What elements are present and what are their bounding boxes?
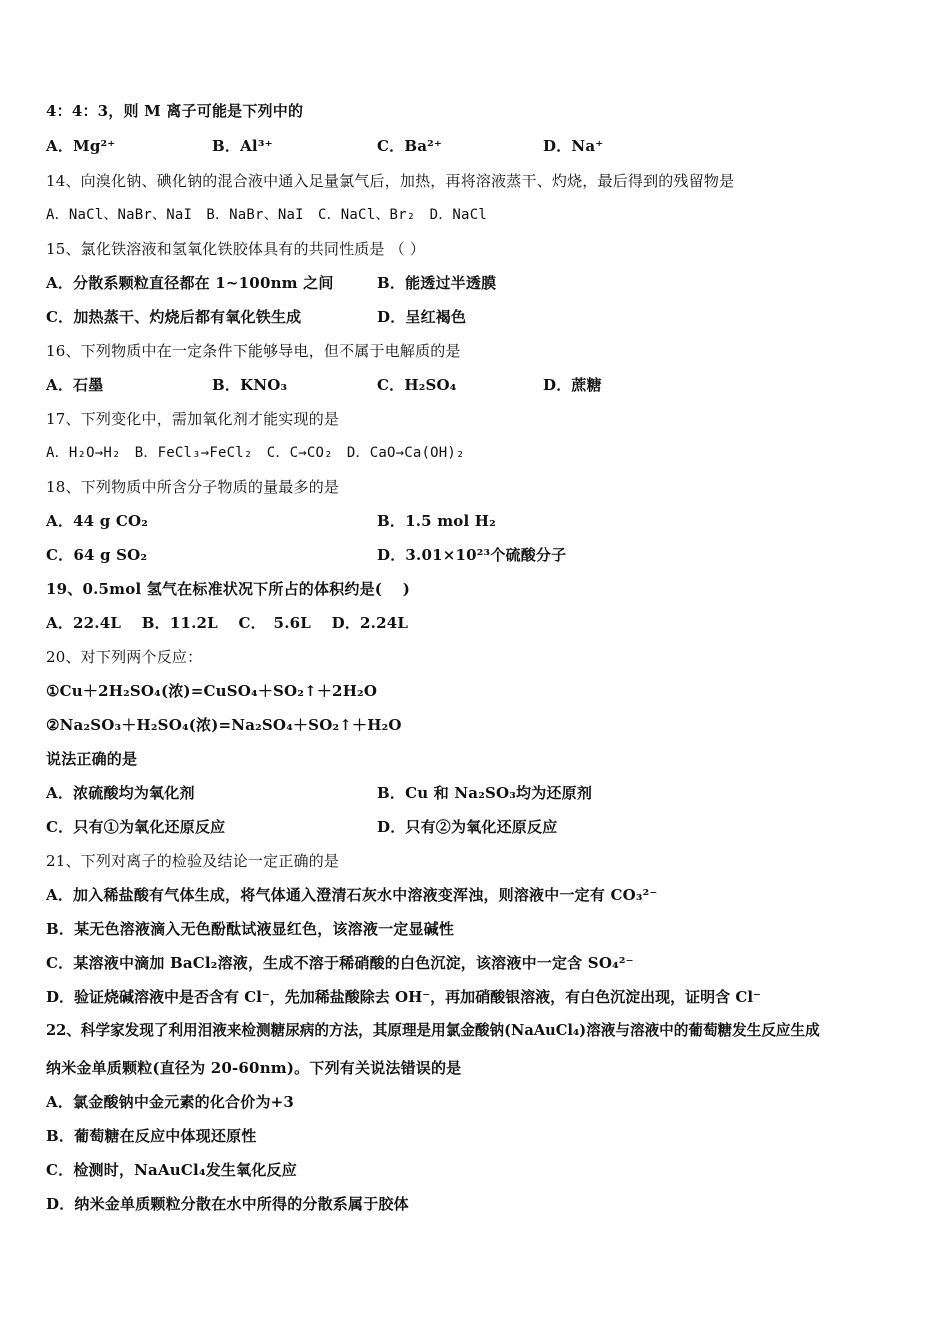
q16-option-a: A．石墨	[46, 376, 104, 394]
q18-options-row1	[46, 511, 906, 531]
q21-option-c: C．某溶液中滴加 BaCl₂溶液，生成不溶于稀硝酸的白色沉淀，该溶液中一定含 SO₄²⁻	[46, 954, 634, 972]
q22-option-c: C．检测时，NaAuCl₄发生氧化反应	[46, 1161, 297, 1179]
q15-option-a: A．分散系颗粒直径都在 1~100nm 之间	[46, 274, 334, 292]
q21-option-d: D．验证烧碱溶液中是否含有 Cl⁻，先加稀盐酸除去 OH⁻，再加硝酸银溶液，有白色沉淀出现，证明含 Cl⁻	[46, 988, 761, 1006]
q20-option-b: B．Cu 和 Na₂SO₃均为还原剂	[377, 784, 593, 802]
q22-stem-line1: 22、科学家发现了利用泪液来检测糖尿病的方法，其原理是用氯金酸钠(NaAuCl₄)溶液与溶液中的葡萄糖发生反应生成	[46, 1022, 820, 1039]
q17-options: A．H₂O→H₂ B．FeCl₃→FeCl₂ C．C→CO₂ D．CaO→Ca(OH)₂	[46, 445, 465, 461]
q15-option-c: C．加热蒸干、灼烧后都有氧化铁生成	[46, 308, 302, 326]
q20-option-a: A．浓硫酸均为氧化剂	[46, 784, 195, 802]
q14-stem: 14、向溴化钠、碘化钠的混合液中通入足量氯气后，加热，再将溶液蒸干、灼烧，最后得到的残留物是	[46, 172, 735, 190]
q17-stem: 17、下列变化中，需加氧化剂才能实现的是	[46, 410, 340, 428]
q21-option-a: A．加入稀盐酸有气体生成，将气体通入澄清石灰水中溶液变浑浊，则溶液中一定有 CO₃²⁻	[46, 886, 658, 904]
q16-stem: 16、下列物质中在一定条件下能够导电，但不属于电解质的是	[46, 342, 461, 360]
q22-stem-line2: 纳米金单质颗粒(直径为 20-60nm)。下列有关说法错误的是	[46, 1059, 462, 1077]
q13-options	[46, 136, 906, 156]
q20-option-d: D．只有②为氧化还原反应	[377, 818, 558, 836]
q22-option-a: A．氯金酸钠中金元素的化合价为+3	[46, 1093, 295, 1111]
q16-options	[46, 375, 906, 395]
q13-stem-tail: 4：4：3，则 M 离子可能是下列中的	[46, 102, 304, 120]
q21-option-b: B．某无色溶液滴入无色酚酞试液显红色，该溶液一定显碱性	[46, 920, 455, 938]
q16-option-c: C．H₂SO₄	[377, 376, 457, 394]
q20-reaction-2: ②Na₂SO₃＋H₂SO₄(浓)=Na₂SO₄＋SO₂↑＋H₂O	[46, 716, 402, 734]
q13-option-c: C．Ba²⁺	[377, 137, 443, 155]
q15-option-d: D．呈红褐色	[377, 308, 467, 326]
q15-stem: 15、氯化铁溶液和氢氧化铁胶体具有的共同性质是 （ ）	[46, 240, 426, 258]
q13-option-b: B．Al³⁺	[212, 137, 273, 155]
q13-option-a: A．Mg²⁺	[46, 137, 116, 155]
q15-options-row1	[46, 273, 906, 293]
q15-option-b: B．能透过半透膜	[377, 274, 497, 292]
q18-option-b: B．1.5 mol H₂	[377, 512, 496, 530]
q20-reaction-1: ①Cu＋2H₂SO₄(浓)=CuSO₄＋SO₂↑＋2H₂O	[46, 682, 378, 700]
q22-option-d: D．纳米金单质颗粒分散在水中所得的分散系属于胶体	[46, 1195, 409, 1213]
q20-stem: 20、对下列两个反应：	[46, 648, 203, 666]
q19-options: A．22.4L B．11.2L C． 5.6L D．2.24L	[46, 614, 409, 632]
q20-options-row2	[46, 817, 906, 837]
q19-stem: 19、0.5mol 氢气在标准状况下所占的体积约是( )	[46, 580, 410, 598]
q21-stem: 21、下列对离子的检验及结论一定正确的是	[46, 852, 340, 870]
q20-option-c: C．只有①为氧化还原反应	[46, 818, 226, 836]
q16-option-b: B．KNO₃	[212, 376, 288, 394]
q18-option-a: A．44 g CO₂	[46, 512, 149, 530]
q18-stem: 18、下列物质中所含分子物质的量最多的是	[46, 478, 340, 496]
q22-option-b: B．葡萄糖在反应中体现还原性	[46, 1127, 257, 1145]
q18-options-row2	[46, 545, 906, 565]
q16-option-d: D．蔗糖	[543, 376, 602, 394]
q14-options: A．NaCl、NaBr、NaI B．NaBr、NaI C．NaCl、Br₂ D．NaCl	[46, 207, 487, 223]
q15-options-row2	[46, 307, 906, 327]
q18-option-c: C．64 g SO₂	[46, 546, 148, 564]
q20-question: 说法正确的是	[46, 750, 138, 768]
q20-options-row1	[46, 783, 906, 803]
q13-option-d: D．Na⁺	[543, 137, 604, 155]
q18-option-d: D．3.01×10²³个硫酸分子	[377, 546, 567, 564]
